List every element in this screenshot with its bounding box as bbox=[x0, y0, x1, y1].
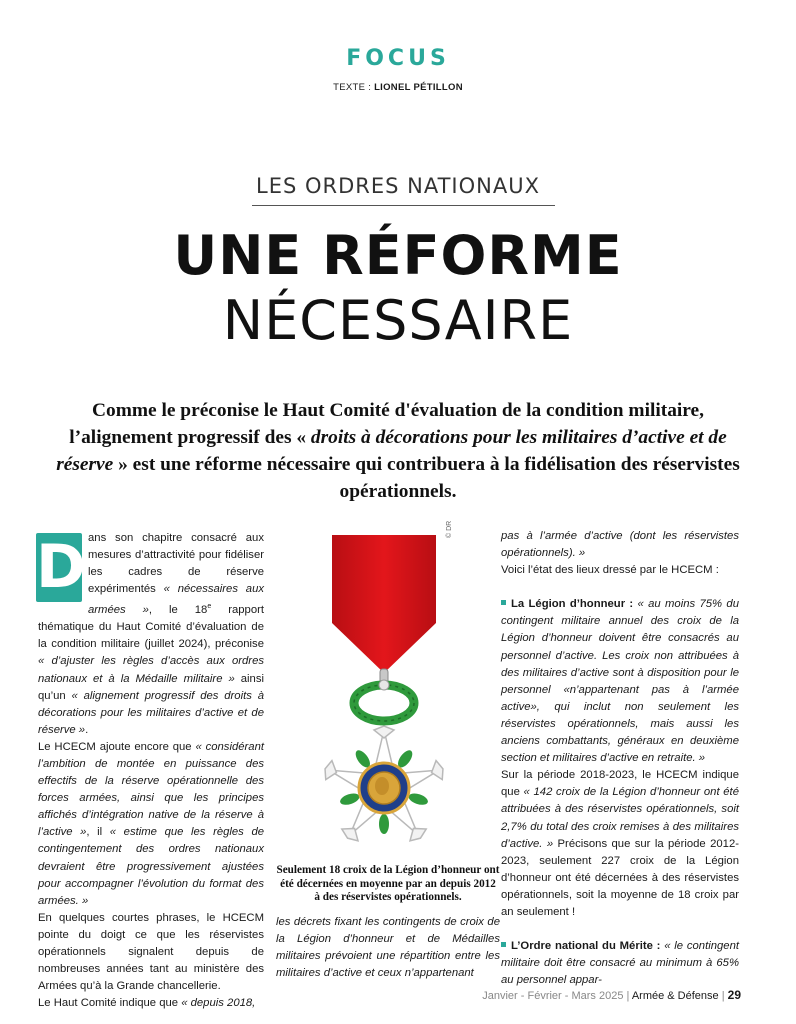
footer-issue: Janvier - Février - Mars 2025 | bbox=[482, 990, 632, 1002]
kicker-underline bbox=[252, 205, 555, 206]
section-label: FOCUS bbox=[346, 46, 450, 71]
bullet-paragraph: La Légion d’honneur : « au moins 75% du contingent militaire annuel des croix de la Légion d’honneur doivent être consacrés au personnel d’active. Les croix non attribuées à des militaires d’active sont à disposition pour le personnel «n’appartenant pas à l’armée active», qui inclut non seulement les réservistes opérationnels, mais aussi les anciens combattants, généraux en deuxième section et militaires d’active en retraite. » bbox=[501, 598, 739, 765]
byline-author: LIONEL PÉTILLON bbox=[374, 82, 463, 93]
column-1 bbox=[38, 530, 264, 1012]
page-number: 29 bbox=[727, 988, 741, 1002]
article-kicker: LES ORDRES NATIONAUX bbox=[256, 174, 540, 198]
article-title-line1: UNE RÉFORME bbox=[173, 224, 623, 287]
paragraph: Le Haut Comité indique que « depuis 2018, bbox=[38, 997, 256, 1010]
column-3 bbox=[501, 528, 739, 989]
page-footer bbox=[0, 988, 741, 1002]
paragraph: les décrets fixant les contingents de croix de la Légion d’honneur et de Médailles militaires prévoient une répartition entre les militaires d’active et ceux n’appartenant bbox=[276, 916, 500, 980]
paragraph: En quelques courtes phrases, le HCECM pointe du doigt ce que les réservistes opérationnels signalent depuis de nombreuses années tant au ministère des Armées qu’à la Grande chancellerie. bbox=[38, 911, 264, 993]
footer-magazine: Armée & Défense bbox=[631, 990, 719, 1002]
column-2-text bbox=[276, 914, 500, 982]
article-lead bbox=[40, 397, 756, 505]
byline-prefix: TEXTE : bbox=[333, 82, 375, 93]
bullet-square-icon bbox=[501, 942, 506, 947]
footer-separator: | bbox=[718, 990, 728, 1002]
lead-italic: droits à décorations pour les militaires d’active et de réserve bbox=[56, 427, 727, 475]
legion-of-honour-medal-image bbox=[318, 533, 450, 855]
article-title-line2: NÉCESSAIRE bbox=[222, 289, 574, 352]
paragraph: ans son chapitre consacré aux mesures d’attractivité pour fidéliser les cadres de réserve expérimentés « nécessaires aux armées », le 18e rapport thématique du Haut Comité d’évaluation de la condition militaire (juillet 2024), préconise « d’ajuster les règles d’accès aux ordres nationaux et à la Médaille militaire » ainsi qu’un « alignement progressif des droits à décorations pour les militaires d’active et de réserve ». bbox=[38, 532, 265, 736]
drop-cap: D bbox=[36, 532, 86, 602]
photo-credit: © DR bbox=[446, 520, 453, 538]
byline bbox=[0, 82, 796, 93]
image-caption: Seulement 18 croix de la Légion d’honneur ont été décernées en moyenne par an depuis 2012 à des réservistes opérationnels. bbox=[276, 864, 500, 903]
paragraph: Voici l’état des lieux dressé par le HCECM : bbox=[501, 564, 719, 577]
bullet-square-icon bbox=[501, 600, 506, 605]
bullet-paragraph: L’Ordre national du Mérite : « le contingent militaire doit être consacré au minimum à 65% au personnel appar- bbox=[501, 940, 739, 987]
lead-text: Comme le préconise le Haut Comité d'évaluation de la condition militaire, l’alignement progressif des « bbox=[69, 400, 704, 448]
lead-text-end: » est une réforme nécessaire qui contribuera à la fidélisation des réservistes opérationnels. bbox=[113, 454, 740, 502]
paragraph: pas à l’armée d’active (dont les réservistes opérationnels). » bbox=[501, 530, 739, 560]
paragraph: Le HCECM ajoute encore que « considérant l’ambition de montée en puissance des effectifs de la réserve opérationnelle des forces armées, ainsi que les principes affichés d’intégration native de la réserve à l’active », il « estime que les règles de contingentement des ordres nationaux devraient être progressivement ajustées pour accompagner l’évolution du format des armées. » bbox=[38, 740, 265, 907]
paragraph: Sur la période 2018-2023, le HCECM indique que « 142 croix de la Légion d’honneur ont été attribuées à des réservistes opérationnels, soit 2,7% du total des croix remises à des militaires d’active. » Précisons que sur la période 2012-2023, seulement 227 croix de la Légion d’honneur ont été décernées à des réservistes opérationnels, soit la moyenne de 18 croix par an seulement ! bbox=[501, 769, 739, 918]
